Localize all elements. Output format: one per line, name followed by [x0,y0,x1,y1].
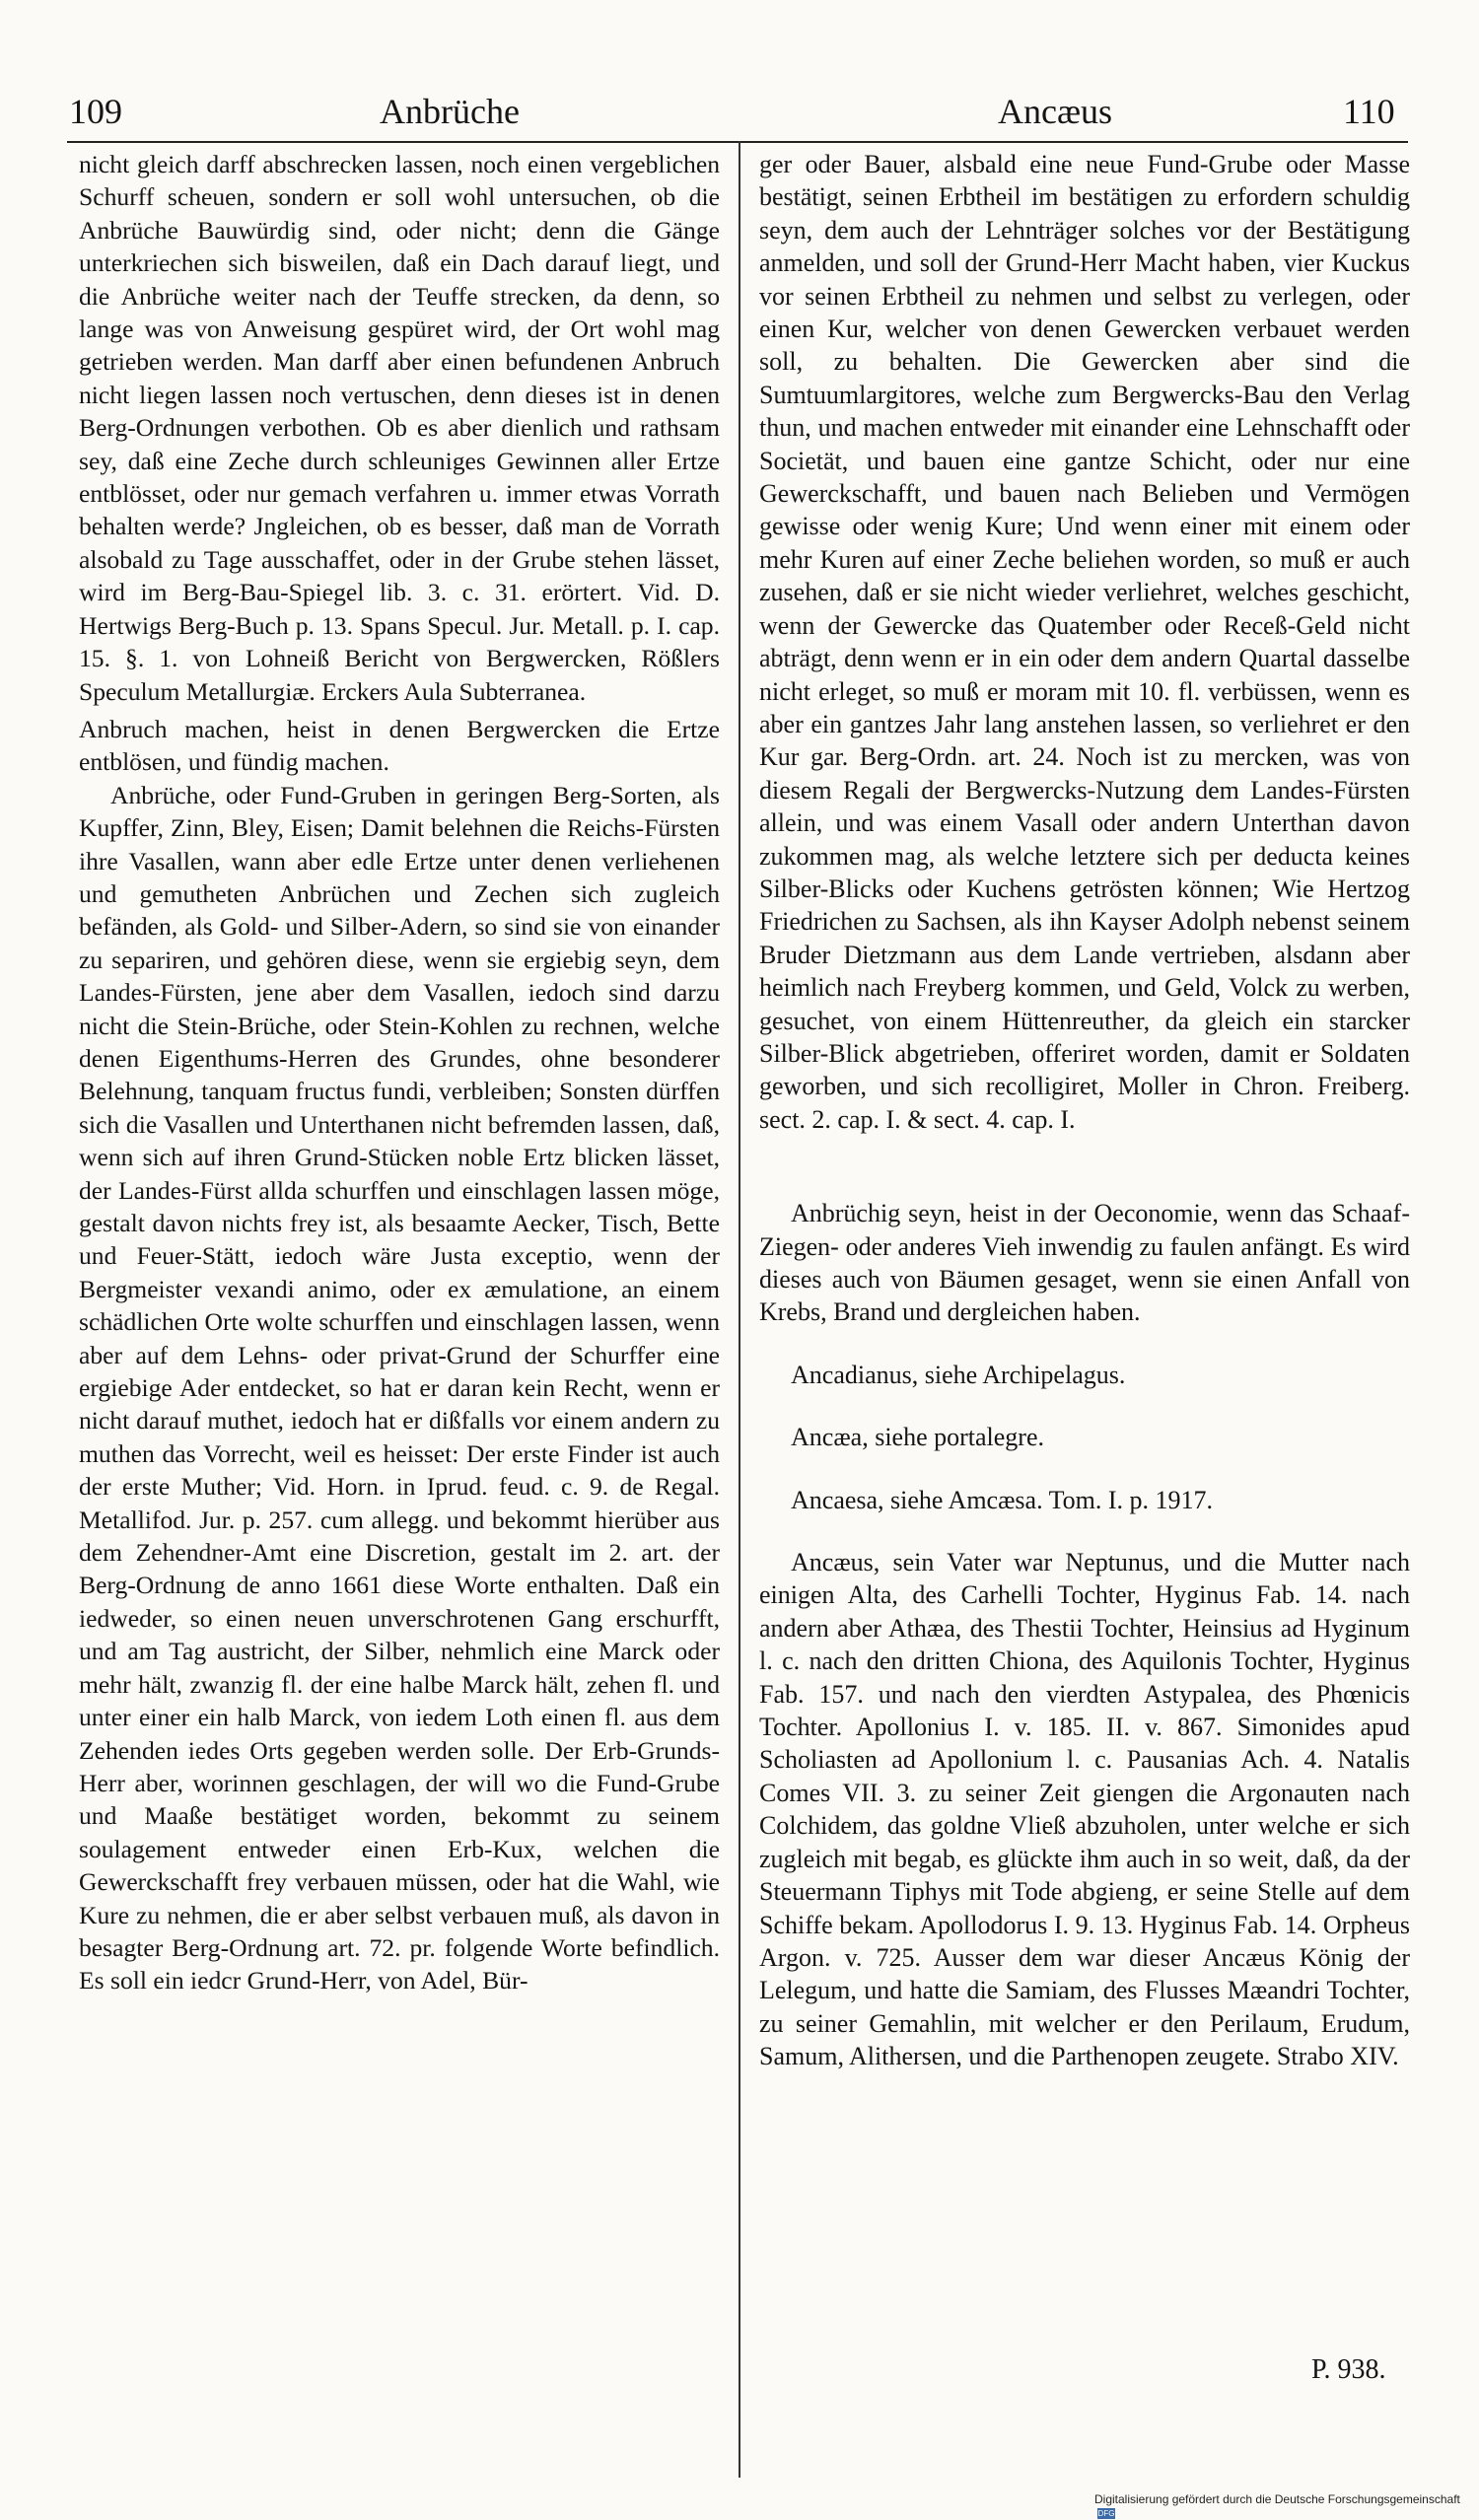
footer-text: Digitalisierung gefördert durch die Deutsche Forschungsgemeinschaft [1094,2492,1460,2506]
page-number-right: 110 [1343,92,1395,131]
right-column [759,148,1410,2073]
left-paragraph-2: Anbruch machen, heist in denen Bergwercken die Ertze entblösen, und fündig machen. [79,714,720,777]
header-rule [67,141,1408,143]
column-divider [739,141,740,2478]
right-paragraph-4: Ancæa, siehe portalegre. [791,1423,1045,1452]
right-paragraph-6: Ancæus, sein Vater war Neptunus, und die Mutter nach einigen Alta, des Carhelli Tochter, Hyginus Fab. 14. nach andern aber Athæa, des Thestii Tochter, Heinsius ad Hyginum l. c. nach den dritten Chiona, des Aquilonis Tochter, Hyginus Fab. 157. und nach den vierdten Astypalea, des Phœnicis Tochter. Apollonius I. v. 185. II. v. 867. Simonides apud Scholiasten ad Apollonium l. c. Pausanias Ach. 4. Natalis Comes VII. 3. zu seiner Zeit giengen die Argonauten nach Colchidem, das goldne Vließ abzuholen, unter welche er sich zugleich mit begab, es glückte ihm auch in so weit, daß, da der Steuermann Tiphys mit Tode abgieng, er seine Stelle auf dem Schiffe bekam. Apollodorus I. 9. 13. Hyginus Fab. 14. Orpheus Argon. v. 725. Ausser dem war dieser Ancæus König der Lelegum, und hatte die Samiam, des Flusses Mæandri Tochter, zu seiner Gemahlin, mit welcher er den Perilaum, Erudum, Samum, Alithersen, und die Parthenopen zeugete. Strabo XIV. [759,1548,1410,2071]
right-paragraph-5: Ancaesa, siehe Amcæsa. Tom. I. p. 1917. [791,1485,1214,1514]
dfg-logo-icon: DFG [1097,2509,1115,2519]
right-paragraph-3: Ancadianus, siehe Archipelagus. [791,1360,1126,1389]
left-paragraph-3: Anbrüche, oder Fund-Gruben in geringen Berg-Sorten, als Kupffer, Zinn, Bley, Eisen; Damit belehnen die Reichs-Fürsten ihre Vasallen, wann aber edle Ertze unter denen verliehenen und gemutheten Anbrüchen und Zechen sich zugleich befänden, als Gold- und Silber-Adern, so sind sie von einander zu separiren, und gehören diese, wenn sie ergiebig seyn, dem Landes-Fürsten, jene aber dem Vasallen, iedoch sind darzu nicht die Stein-Brüche, oder Stein-Kohlen zu rechnen, welche denen Eigenthums-Herren des Grundes, ohne besonderer Belehnung, tanquam fructus fundi, verbleiben; Sonsten dürffen sich die Vasallen und Unterthanen nicht befremden lassen, daß, wenn sich auf ihren Grund-Stücken noble Ertz blicken lässet, der Landes-Fürst allda schurffen und einschlagen lassen möge, gestalt davon nichts frey ist, als besaamte Aecker, Tisch, Bette und Feuer-Stätt, iedoch wäre Justa exceptio, wenn der Bergmeister vexandi animo, oder ex æmulatione, an einem schädlichen Orte wolte schurffen und einschlagen lassen, wenn aber auf dem Lehns- oder privat-Grund der Schurffer eine ergiebige Ader entdecket, so hat er daran kein Recht, wenn er nicht darauf muthet, iedoch hat er dißfalls vor einem andern zu muthen das Vorrecht, weil es heisset: Der erste Finder ist auch der erste Muther; Vid. Horn. in Iprud. feud. c. 9. de Regal. Metallifod. Jur. p. 257. cum allegg. und bekommt hierüber aus dem Zehendner-Amt eine Discretion, gestalt im 2. art. der Berg-Ordnung de anno 1661 diese Worte enthalten. Daß ein iedweder, so einen neuen unverschrotenen Gang erschurfft, und am Tag austricht, der Silber, nehmlich eine Marck oder mehr hält, zwanzig fl. der eine halbe Marck hält, zehen fl. und unter einer ein halb Marck, von iedem Loth einen fl. aus dem Zehenden iedes Orts gegeben werden solle. Der Erb-Grunds-Herr aber, worinnen geschlagen, der will wo die Fund-Grube und Maaße bestätiget worden, bekommt zu seinem soulagement entweder einen Erb-Kux, welchen die Gewerckschafft frey verbauen müssen, oder hat die Wahl, wie Kure zu nehmen, die er aber selbst verbauen muß, als davon in besagter Berg-Ordnung art. 72. pr. folgende Worte befindlich. Es soll ein iedcr Grund-Herr, von Adel, Bür- [79,780,720,1995]
digitization-footer [1094,2492,1479,2520]
right-paragraph-1: ger oder Bauer, alsbald eine neue Fund-Grube oder Masse bestätigt, seinen Erbtheil im bestätigen zu erfordern schuldig seyn, dem auch der Lehnträger solches vor der Bestätigung anmelden, und soll der Grund-Herr Macht haben, vier Kuckus vor seinen Erbtheil zu nehmen und selbst zu verlegen, oder einen Kur, welcher von denen Gewercken verbauet werden soll, zu behalten. Die Gewercken aber sind die Sumtuumlargitores, welche zum Bergwercks-Bau den Verlag thun, und machen entweder mit einander eine Lehnschafft oder Societät, und bauen eine gantze Schicht, oder nur eine Gewerckschafft, und bauen nach Belieben und Vermögen gewisse oder wenig Kure; Und wenn einer mit einem oder mehr Kuren auf einer Zeche beliehen worden, so muß er auch zusehen, daß er sie nicht wieder verliehret, welches geschicht, wenn der Gewercke das Quatember oder Receß-Geld nicht abträgt, denn wenn er in ein oder dem andern Quartal dasselbe nicht erleget, so muß er moram mit 10. fl. verbüssen, wenn es aber ein gantzes Jahr lang anstehen lassen, so verliehret er den Kur gar. Berg-Ordn. art. 24. Noch ist zu mercken, was von diesem Regali der Bergwercks-Nutzung dem Landes-Fürsten allein, und was einem Vasall oder andern Unterthan davon zukommen mag, als welche letztere sich per deducta keines Silber-Blicks oder Kuchens getrösten können; Wie Hertzog Friedrichen zu Sachsen, als ihn Kayser Adolph nebenst seinem Bruder Dietzmann aus dem Lande vertrieben, alsdann aber heimlich nach Freyberg kommen, und Geld, Volck zu werben, gesuchet, von einem Hüttenreuther, da gleich ein starcker Silber-Blick abgetrieben, offeriret worden, damit er Soldaten geworben, und sich recolligiret, Moller in Chron. Freiberg. sect. 2. cap. I. & sect. 4. cap. I. [759,150,1410,1134]
left-column [79,148,720,1997]
catchword: P. 938. [1311,2354,1386,2385]
running-head-right: Ancæus [998,92,1112,131]
right-paragraph-2: Anbrüchig seyn, heist in der Oeconomie, wenn das Schaaf-Ziegen- oder anderes Vieh inwendig zu faulen anfängt. Es wird dieses auch von Bäumen gesaget, wenn sie einen Anfall von Krebs, Brand und dergleichen haben. [759,1199,1410,1327]
page-number-left: 109 [69,92,122,131]
left-paragraph-1: nicht gleich darff abschrecken lassen, noch einen vergeblichen Schurff scheuen, sondern er soll wohl untersuchen, ob die Anbrüche Bauwürdig sind, oder nicht; denn die Gänge unterkriechen sich bisweilen, daß ein Dach darauf liegt, und die Anbrüche weiter nach der Teuffe strecken, da denn, so lange was von Anweisung gespüret wird, der Ort wohl mag getrieben werden. Man darff aber einen befundenen Anbruch nicht liegen lassen noch vertuschen, denn dieses ist in denen Berg-Ordnungen verbothen. Ob es aber dienlich und rathsam sey, daß eine Zeche durch schleuniges Gewinnen aller Ertze entblösset, oder nur gemach verfahren u. immer etwas Vorrath behalten werde? Jngleichen, ob es besser, daß man de Vorrath alsobald zu Tage ausschaffet, oder in der Grube stehen lässet, wird im Berg-Bau-Spiegel lib. 3. c. 31. erörtert. Vid. D. Hertwigs Berg-Buch p. 13. Spans Specul. Jur. Metall. p. I. cap. 15. §. 1. von Lohneiß Bericht von Bergwercken, Rößlers Speculum Metallurgiæ. Erckers Aula Subterranea. [79,150,720,706]
running-head-left: Anbrüche [380,92,520,131]
